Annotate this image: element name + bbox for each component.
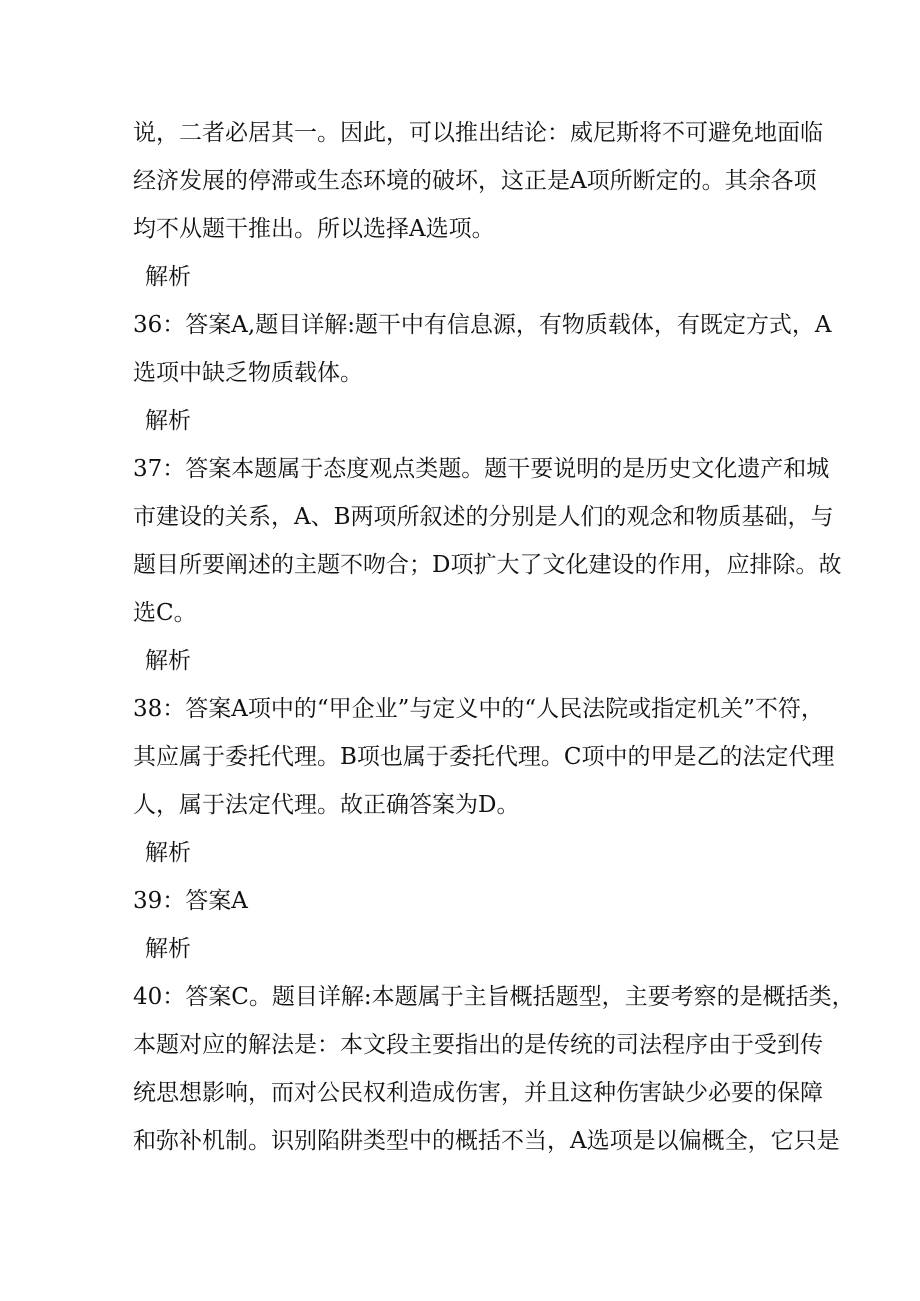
analysis-label: 解析 bbox=[145, 264, 191, 290]
text-line: 人，属于法定代理。故正确答案为D。 bbox=[133, 792, 520, 818]
text-line: 统思想影响，而对公民权利造成伤害，并且这种伤害缺少必要的保障 bbox=[133, 1080, 823, 1106]
text-line: 说，二者必居其一。因此，可以推出结论：威尼斯将不可避免地面临 bbox=[133, 120, 823, 146]
text-line: 和弥补机制。识别陷阱类型中的概括不当，A选项是以偏概全，它只是 bbox=[133, 1128, 840, 1154]
answer-40: 40：答案C。题目详解:本题属于主旨概括题型，主要考察的是概括类， bbox=[133, 984, 855, 1010]
text-line: 其应属于委托代理。B项也属于委托代理。C项中的甲是乙的法定代理 bbox=[133, 744, 835, 770]
analysis-label: 解析 bbox=[145, 840, 191, 866]
text-line: 选项中缺乏物质载体。 bbox=[133, 360, 363, 386]
text-line: 经济发展的停滞或生态环境的破坏，这正是A项所断定的。其余各项 bbox=[133, 168, 817, 194]
text-line: 题目所要阐述的主题不吻合；D项扩大了文化建设的作用，应排除。故 bbox=[133, 552, 842, 578]
answer-36: 36：答案A,题目详解:题干中有信息源，有物质载体，有既定方式，A bbox=[133, 312, 832, 338]
analysis-label: 解析 bbox=[145, 648, 191, 674]
text-line: 本题对应的解法是：本文段主要指出的是传统的司法程序由于受到传 bbox=[133, 1032, 823, 1058]
text-line: 均不从题干推出。所以选择A选项。 bbox=[133, 216, 495, 242]
answer-37: 37：答案本题属于态度观点类题。题干要说明的是历史文化遗产和城 bbox=[133, 456, 830, 482]
answer-38: 38：答案A项中的“甲企业”与定义中的“人民法院或指定机关”不符， bbox=[133, 696, 824, 722]
analysis-label: 解析 bbox=[145, 408, 191, 434]
text-line: 市建设的关系，A、B两项所叙述的分别是人们的观念和物质基础，与 bbox=[133, 504, 834, 530]
analysis-label: 解析 bbox=[145, 936, 191, 962]
answer-39: 39：答案A bbox=[133, 888, 248, 914]
text-line: 选C。 bbox=[133, 600, 197, 626]
